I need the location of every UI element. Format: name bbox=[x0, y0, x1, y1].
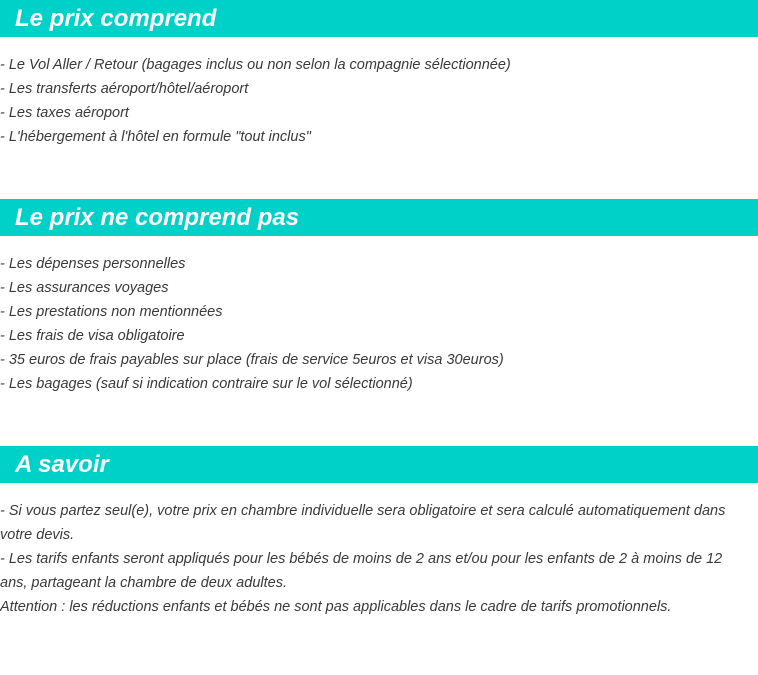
list-item: - Le Vol Aller / Retour (bagages inclus ou non selon la compagnie sélectionnée) bbox=[0, 57, 511, 73]
section-title-not-included: Le prix ne comprend pas bbox=[15, 204, 300, 231]
section-header-good-to-know bbox=[0, 446, 758, 483]
included-list bbox=[0, 53, 758, 149]
paragraph: - Si vous partez seul(e), votre prix en chambre individuelle sera obligatoire et sera calculé automatiquement dans votre devis. bbox=[0, 503, 726, 543]
paragraph: - Les tarifs enfants seront appliqués pour les bébés de moins de 2 ans et/ou pour les enfants de 2 à moins de 12 ans, partageant la chambre de deux adultes. bbox=[0, 551, 723, 591]
list-item: - Les dépenses personnelles bbox=[0, 256, 186, 272]
list-item: - Les taxes aéroport bbox=[0, 105, 129, 121]
list-item: - 35 euros de frais payables sur place (frais de service 5euros et visa 30euros) bbox=[0, 352, 504, 368]
good-to-know-text bbox=[0, 499, 752, 619]
section-title-good-to-know: A savoir bbox=[15, 451, 109, 478]
section-header-not-included bbox=[0, 199, 758, 236]
section-header-included bbox=[0, 0, 758, 37]
list-item: - L'hébergement à l'hôtel en formule "tout inclus" bbox=[0, 129, 311, 145]
list-item: - Les bagages (sauf si indication contraire sur le vol sélectionné) bbox=[0, 376, 413, 392]
list-item: - Les prestations non mentionnées bbox=[0, 304, 223, 320]
paragraph: Attention : les réductions enfants et bébés ne sont pas applicables dans le cadre de tarifs promotionnels. bbox=[0, 599, 672, 615]
section-title-included: Le prix comprend bbox=[15, 5, 217, 32]
list-item: - Les transferts aéroport/hôtel/aéroport bbox=[0, 81, 249, 97]
list-item: - Les assurances voyages bbox=[0, 280, 169, 296]
not-included-list bbox=[0, 252, 758, 396]
list-item: - Les frais de visa obligatoire bbox=[0, 328, 185, 344]
